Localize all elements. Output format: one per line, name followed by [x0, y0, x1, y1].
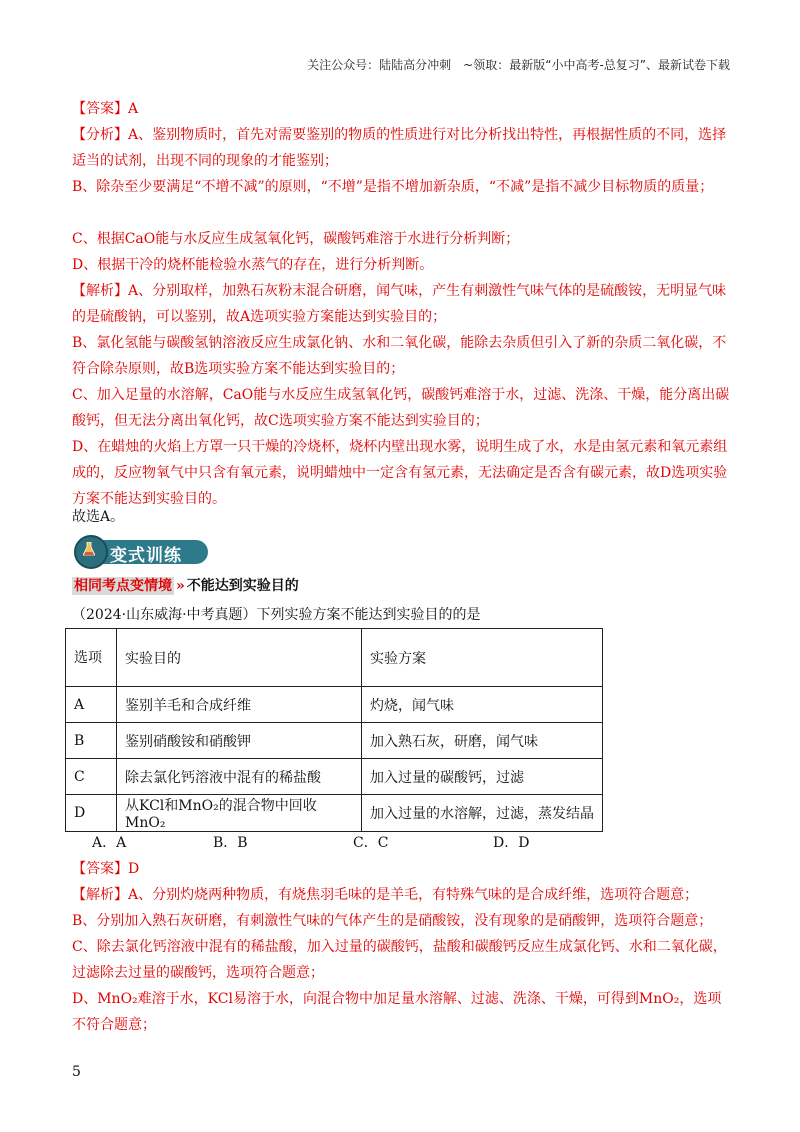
explanation2-b: B、分别加入熟石灰研磨，有刺激性气味的气体产生的是硝酸铵，没有现象的是硝酸钾，选项符合题意； [72, 913, 713, 929]
row-d-plan: 加入过量的水溶解，过滤，蒸发结晶 [362, 795, 603, 832]
analysis-d: D、根据干冷的烧杯能检验水蒸气的存在，进行分析判断。 [72, 257, 434, 273]
row-d-purpose: 从KCl和MnO₂的混合物中回收MnO₂ [117, 795, 362, 832]
row-a-option: A [66, 687, 117, 723]
row-a-plan: 灼烧，闻气味 [362, 687, 603, 723]
topic-title: 不能达到实验目的 [186, 578, 299, 594]
table-row [66, 759, 603, 795]
page-header: 关注公众号：陆陆高分冲刺 ~领取：最新版“小中高考-总复习”、最新试卷下载 [307, 58, 730, 72]
header-purpose: 实验目的 [117, 629, 362, 687]
answer-1: 【答案】A [72, 101, 139, 117]
double-arrow-icon: » [176, 578, 185, 594]
header-option: 选项 [66, 629, 117, 687]
conclusion: 故选A。 [72, 509, 125, 525]
header-plan: 实验方案 [362, 629, 603, 687]
explanation-b: B、氯化氢能与碳酸氢钠溶液反应生成氯化钠、水和二氧化碳，能除去杂质但引入了新的杂质二氧化碳，不符合除杂原则，故B选项实验方案不能达到实验目的； [72, 335, 727, 377]
flask-icon [83, 542, 95, 556]
row-b-option: B [66, 723, 117, 759]
explanation-a: 【解析】A、分别取样，加熟石灰粉末混合研磨，闻气味，产生有刺激性气味气体的是硫酸铵，无明显气味的是硫酸钠，可以鉴别，故A选项实验方案能达到实验目的； [72, 283, 727, 325]
choice-d: D．D [493, 835, 530, 851]
explanation2-a: 【解析】A、分别灼烧两种物质，有烧焦羽毛味的是羊毛，有特殊气味的是合成纤维，选项符合题意； [72, 887, 699, 903]
table-row [66, 795, 603, 832]
choice-c: C．C [353, 835, 389, 851]
options-table [65, 628, 603, 832]
choice-a: A．A [92, 835, 127, 851]
banner-label: 变式训练 [110, 546, 182, 566]
explanation2-d: D、MnO₂难溶于水，KCl易溶于水，向混合物中加足量水溶解、过滤、洗涤、干燥，可得到MnO₂，选项不符合题意； [72, 991, 722, 1033]
explanation-c: C、加入足量的水溶解，CaO能与水反应生成氢氧化钙，碳酸钙难溶于水，过滤、洗涤、干燥，能分离出碳酸钙，但无法分离出氧化钙，故C选项实验方案不能达到实验目的； [72, 387, 730, 429]
question-stem: （2024·山东威海·中考真题）下列实验方案不能达到实验目的的是 [72, 607, 481, 623]
analysis-c: C、根据CaO能与水反应生成氢氧化钙，碳酸钙难溶于水进行分析判断； [72, 231, 520, 247]
topic-line [72, 576, 299, 596]
topic-tag: 相同考点变情境 [74, 578, 172, 594]
table-row [66, 687, 603, 723]
row-a-purpose: 鉴别羊毛和合成纤维 [117, 687, 362, 723]
row-b-purpose: 鉴别硝酸铵和硝酸钾 [117, 723, 362, 759]
answer-2: 【答案】D [72, 861, 140, 877]
analysis-b: B、除杂至少要满足“不增不减”的原则，“不增”是指不增加新杂质，“不减”是指不减少目标物质的质量； [72, 179, 714, 195]
row-c-plan: 加入过量的碳酸钙，过滤 [362, 759, 603, 795]
explanation2-c: C、除去氯化钙溶液中混有的稀盐酸，加入过量的碳酸钙，盐酸和碳酸钙反应生成氯化钙、水和二氧化碳，过滤除去过量的碳酸钙，选项符合题意； [72, 939, 727, 981]
page-number: 5 [72, 1064, 81, 1080]
choice-b: B．B [213, 835, 248, 851]
row-d-option: D [66, 795, 117, 832]
row-b-plan: 加入熟石灰，研磨，闻气味 [362, 723, 603, 759]
variant-training-banner [74, 533, 214, 569]
row-c-option: C [66, 759, 117, 795]
table-row [66, 723, 603, 759]
analysis-a: 【分析】A、鉴别物质时，首先对需要鉴别的物质的性质进行对比分析找出特性，再根据性质的不同，选择适当的试剂，出现不同的现象的才能鉴别； [72, 127, 727, 169]
table-header-row [66, 629, 603, 687]
row-c-purpose: 除去氯化钙溶液中混有的稀盐酸 [117, 759, 362, 795]
explanation-d: D、在蜡烛的火焰上方罩一只干燥的冷烧杯，烧杯内壁出现水雾，说明生成了水，水是由氢元素和氧元素组成的，反应物氧气中只含有氧元素，说明蜡烛中一定含有氢元素，无法确定是否含有碳元素，故D选项实验方案不能达到实验目的。 [72, 439, 728, 507]
